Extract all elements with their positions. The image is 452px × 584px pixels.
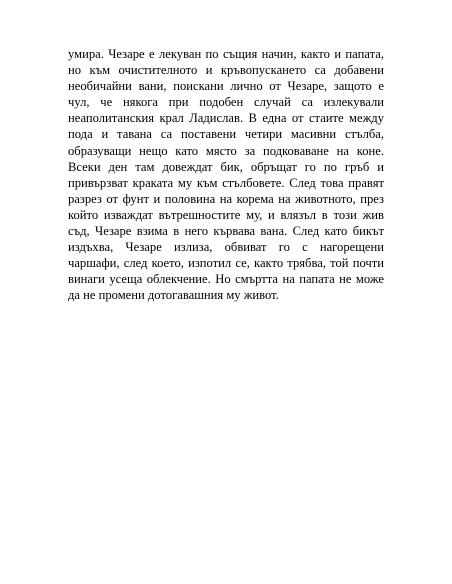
text-line: чул, че някога при подобен случай са излекували xyxy=(68,95,384,110)
text-line: неаполитанския крал Ладислав. В една от стаите между xyxy=(68,111,384,126)
text-line: да не промени дотогавашния му живот. xyxy=(68,288,279,303)
text-line: привързват краката му към стълбовете. След това правят xyxy=(68,175,384,190)
text-line: издъхва, Чезаре излиза, обвиват го с нагорещени xyxy=(68,240,384,255)
text-line: винаги усеща облекчение. Но смъртта на папата не може xyxy=(68,272,384,287)
text-line: разрез от фунт и половина на корема на животното, през xyxy=(68,191,384,206)
text-line: образуващи нещо като място за подковаване на коне. xyxy=(68,143,384,158)
text-line: чаршафи, след което, изпотил се, както трябва, той почти xyxy=(68,256,384,271)
text-line: необичайни вани, поискани лично от Чезаре, защото е xyxy=(68,79,384,94)
text-line: съд, Чезаре взима в него кървава вана. След като бикът xyxy=(68,224,384,239)
text-line: но към очистителното и кръвопускането са добавени xyxy=(68,63,384,78)
body-paragraph xyxy=(68,46,384,304)
text-line: който изваждат вътрешностите му, и влязъл в този жив xyxy=(68,207,384,222)
text-line: умира. Чезаре е лекуван по същия начин, както и папата, xyxy=(68,47,384,61)
text-line: пода и тавана са поставени четири масивни стълба, xyxy=(68,127,384,142)
text-line: Всеки ден там довеждат бик, обръщат го по гръб и xyxy=(68,159,384,174)
